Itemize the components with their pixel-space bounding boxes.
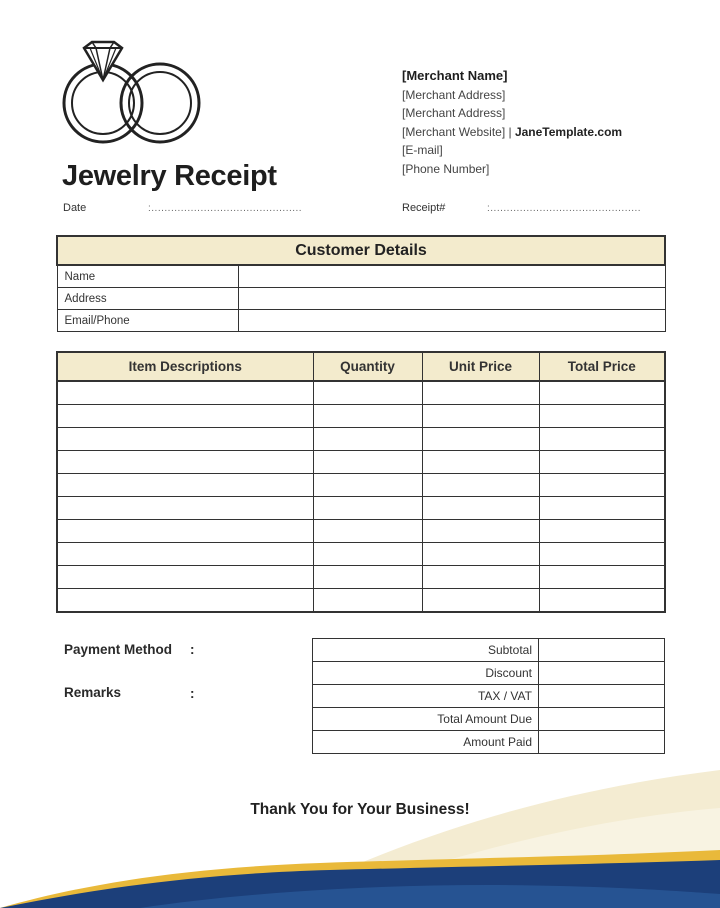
totals-row: [313, 708, 665, 731]
items-column-header: Total Price: [539, 352, 665, 381]
payment-method-colon: :: [190, 642, 195, 657]
customer-field-label: Email/Phone: [57, 310, 238, 332]
merchant-email: [E-mail]: [402, 143, 443, 158]
customer-details-heading: Customer Details: [57, 236, 665, 265]
item-cell[interactable]: [313, 405, 422, 428]
table-row: [57, 428, 665, 451]
merchant-address-2: [Merchant Address]: [402, 106, 506, 121]
table-row: [57, 589, 665, 613]
item-cell[interactable]: [57, 589, 313, 613]
item-cell[interactable]: [313, 589, 422, 613]
item-cell[interactable]: [313, 566, 422, 589]
item-cell[interactable]: [422, 520, 539, 543]
item-cell[interactable]: [57, 566, 313, 589]
merchant-website: [Merchant Website]: [402, 124, 506, 139]
item-cell[interactable]: [57, 428, 313, 451]
customer-field-input[interactable]: [238, 265, 665, 288]
remarks-label: Remarks: [64, 685, 122, 700]
item-cell[interactable]: [422, 428, 539, 451]
item-cell[interactable]: [57, 381, 313, 405]
receipt-number-field[interactable]: :..............................................: [487, 203, 642, 214]
totals-row: [313, 685, 665, 708]
customer-row: [57, 288, 665, 310]
customer-row: [57, 310, 665, 332]
item-cell[interactable]: [313, 543, 422, 566]
merchant-name: [Merchant Name]: [402, 68, 508, 83]
page-title: Jewelry Receipt: [62, 160, 277, 192]
item-cell[interactable]: [57, 543, 313, 566]
table-row: [57, 566, 665, 589]
totals-table: [312, 638, 665, 754]
merchant-phone: [Phone Number]: [402, 161, 490, 176]
item-cell[interactable]: [313, 381, 422, 405]
item-cell[interactable]: [539, 381, 665, 405]
items-table: [56, 351, 666, 613]
footer-wave-decoration: [0, 760, 720, 908]
rings-icon: [56, 40, 206, 150]
table-row: [57, 474, 665, 497]
merchant-address-1: [Merchant Address]: [402, 87, 506, 102]
totals-row: [313, 731, 665, 754]
totals-value[interactable]: [539, 685, 665, 708]
item-cell[interactable]: [539, 589, 665, 613]
table-row: [57, 405, 665, 428]
item-cell[interactable]: [539, 543, 665, 566]
date-field[interactable]: :..............................................: [148, 203, 303, 214]
item-cell[interactable]: [422, 474, 539, 497]
customer-field-input[interactable]: [238, 310, 665, 332]
thank-you-message: Thank You for Your Business!: [250, 801, 470, 818]
totals-label: TAX / VAT: [313, 685, 539, 708]
item-cell[interactable]: [57, 520, 313, 543]
item-cell[interactable]: [313, 428, 422, 451]
table-row: [57, 451, 665, 474]
customer-details-table: [56, 235, 666, 332]
totals-value[interactable]: [539, 662, 665, 685]
item-cell[interactable]: [422, 381, 539, 405]
totals-row: [313, 639, 665, 662]
totals-row: [313, 662, 665, 685]
item-cell[interactable]: [539, 520, 665, 543]
items-column-header: Item Descriptions: [57, 352, 313, 381]
template-site: JaneTemplate.com: [514, 124, 623, 139]
date-label: Date: [63, 202, 87, 214]
customer-field-input[interactable]: [238, 288, 665, 310]
item-cell[interactable]: [313, 520, 422, 543]
item-cell[interactable]: [313, 451, 422, 474]
totals-label: Subtotal: [313, 639, 539, 662]
item-cell[interactable]: [539, 566, 665, 589]
website-separator: |: [505, 124, 515, 139]
item-cell[interactable]: [539, 474, 665, 497]
item-cell[interactable]: [539, 497, 665, 520]
remarks-colon: :: [190, 686, 195, 701]
totals-value[interactable]: [539, 639, 665, 662]
table-row: [57, 543, 665, 566]
merchant-info: [402, 67, 622, 179]
payment-method-label: Payment Method: [64, 642, 173, 657]
table-row: [57, 381, 665, 405]
totals-label: Amount Paid: [313, 731, 539, 754]
item-cell[interactable]: [57, 497, 313, 520]
item-cell[interactable]: [422, 497, 539, 520]
item-cell[interactable]: [57, 405, 313, 428]
receipt-number-label: Receipt#: [402, 202, 446, 214]
customer-field-label: Name: [57, 265, 238, 288]
merchant-website-line: [402, 123, 622, 142]
item-cell[interactable]: [539, 428, 665, 451]
table-row: [57, 520, 665, 543]
item-cell[interactable]: [422, 543, 539, 566]
item-cell[interactable]: [57, 474, 313, 497]
totals-value[interactable]: [539, 731, 665, 754]
item-cell[interactable]: [57, 451, 313, 474]
customer-field-label: Address: [57, 288, 238, 310]
item-cell[interactable]: [422, 589, 539, 613]
item-cell[interactable]: [313, 474, 422, 497]
item-cell[interactable]: [422, 405, 539, 428]
totals-value[interactable]: [539, 708, 665, 731]
item-cell[interactable]: [313, 497, 422, 520]
table-row: [57, 497, 665, 520]
totals-label: Discount: [313, 662, 539, 685]
items-column-header: Unit Price: [422, 352, 539, 381]
items-column-header: Quantity: [313, 352, 422, 381]
item-cell[interactable]: [539, 405, 665, 428]
customer-row: [57, 265, 665, 288]
item-cell[interactable]: [539, 451, 665, 474]
item-cell[interactable]: [422, 451, 539, 474]
totals-label: Total Amount Due: [313, 708, 539, 731]
item-cell[interactable]: [422, 566, 539, 589]
